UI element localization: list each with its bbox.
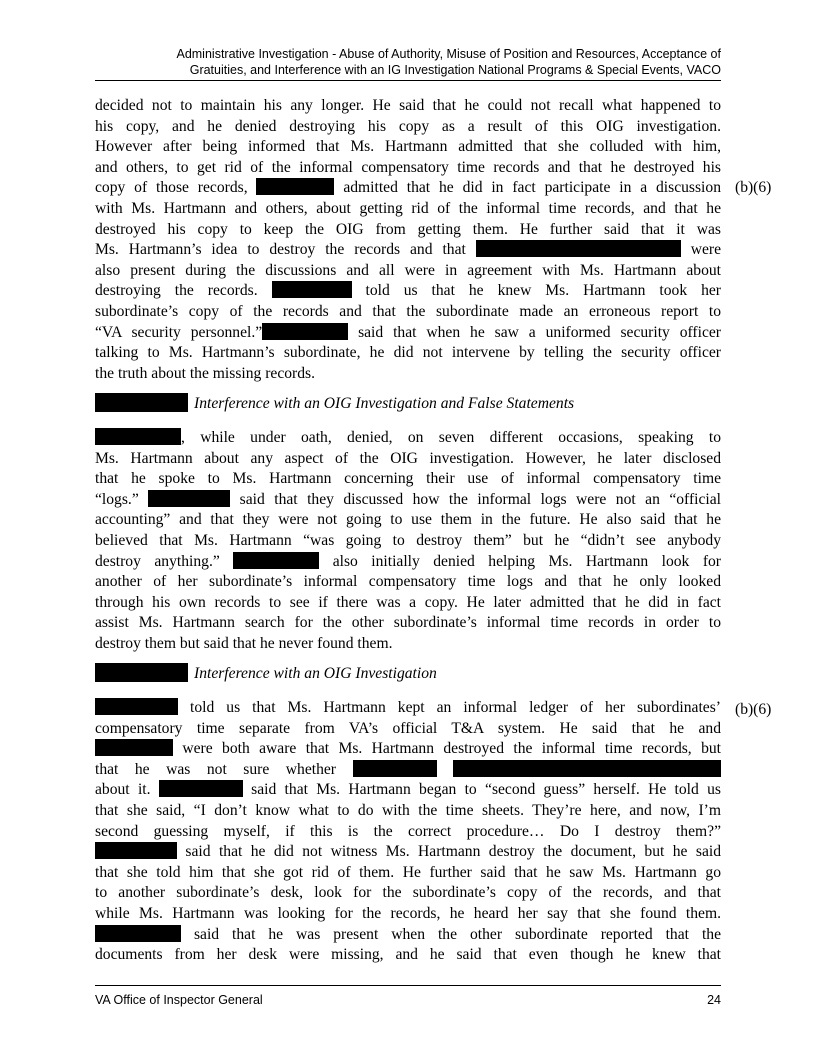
redaction-box <box>95 393 188 412</box>
footer-rule <box>95 985 721 986</box>
redaction-box <box>95 842 177 859</box>
footer-organization: VA Office of Inspector General <box>95 993 263 1007</box>
text-line <box>95 739 721 760</box>
text-line <box>95 698 721 719</box>
text-segment: said that he was present when the other subordinate reported that the <box>181 925 721 943</box>
text-segment: said that Ms. Hartmann began to “second guess” herself. He told us <box>242 781 721 799</box>
text-line: through his own records to see if there was a copy. He later admitted that he did in fact <box>95 593 721 611</box>
text-line <box>95 178 721 199</box>
margin-note-exemption-1: (b)(6) <box>735 179 772 196</box>
redaction-box <box>95 925 181 942</box>
page-number: 24 <box>707 993 721 1007</box>
margin-note-exemption-2: (b)(6) <box>735 701 772 718</box>
text-line: destroy them but said that he never found them. <box>95 634 393 652</box>
text-line: subordinate’s copy of the records and that the subordinate made an erroneous report to <box>95 302 721 320</box>
text-line: while Ms. Hartmann was looking for the records, he heard her say that she found them. <box>95 904 721 922</box>
text-segment: copy of those records, <box>95 179 257 197</box>
text-line: decided not to maintain his any longer. He said that he could not recall what happened to <box>95 97 721 114</box>
text-line: compensatory time separate from VA’s official T&A system. He said that he and <box>95 719 721 737</box>
text-segment: were both aware that Ms. Hartmann destroyed the informal time records, but <box>173 740 721 758</box>
redaction-box <box>95 739 173 756</box>
text-segment: that he was not sure whether <box>95 760 353 778</box>
section-heading-1 <box>95 393 721 414</box>
text-line <box>95 780 721 801</box>
text-line: another of her subordinate’s informal compensatory time logs and that he only looked <box>95 573 721 591</box>
redaction-box <box>353 760 437 777</box>
text-line: the truth about the missing records. <box>95 364 316 382</box>
header-rule <box>95 80 721 81</box>
redaction-box <box>159 780 243 797</box>
text-segment: told us that he knew Ms. Hartmann took her <box>351 282 721 300</box>
text-line <box>95 490 721 511</box>
redaction-box <box>272 281 352 298</box>
text-line: that he spoke to Ms. Hartmann concerning their use of informal compensatory time <box>95 470 721 488</box>
text-line: documents from her desk were missing, and he said that even though he knew that <box>95 946 721 964</box>
text-line: second guessing myself, if this is the correct procedure… Do I destroy them?” <box>95 822 721 840</box>
text-line <box>95 281 721 302</box>
text-segment <box>437 761 454 778</box>
text-segment: also initially denied helping Ms. Hartmann look for <box>319 552 722 570</box>
paragraph-1 <box>95 96 721 384</box>
section-heading-2 <box>95 663 721 684</box>
text-line: talking to Ms. Hartmann’s subordinate, he did not intervene by telling the security officer <box>95 344 721 362</box>
text-segment: Ms. Hartmann’s idea to destroy the records and that <box>95 241 476 259</box>
text-line: that she told him that she got rid of them. He further said that he saw Ms. Hartmann go <box>95 863 721 881</box>
text-line: to another subordinate’s desk, look for the subordinate’s copy of the records, and that <box>95 884 721 902</box>
text-line <box>95 323 721 344</box>
text-line: Ms. Hartmann about any aspect of the OIG investigation. However, he later disclosed <box>95 449 721 467</box>
redaction-box <box>476 240 681 257</box>
section-heading-1-text: Interference with an OIG Investigation and False Statements <box>194 395 575 412</box>
text-segment: destroying the records. <box>95 282 272 300</box>
text-segment: told us that Ms. Hartmann kept an informal ledger of her subordinates’ <box>178 699 721 716</box>
text-line <box>95 925 721 946</box>
text-line: assist Ms. Hartmann search for the other subordinate’s informal time records in order to <box>95 614 721 632</box>
redaction-box <box>262 323 348 340</box>
text-segment: were <box>680 241 721 259</box>
running-header-line-1: Administrative Investigation - Abuse of Authority, Misuse of Position and Resources, Acceptance of <box>176 47 721 61</box>
text-line: and others, to get rid of the informal compensatory time records and that he destroyed his <box>95 158 721 176</box>
text-line: also present during the discussions and all were in agreement with Ms. Hartmann about <box>95 261 721 279</box>
paragraph-3 <box>95 698 721 966</box>
text-line <box>95 760 721 781</box>
text-segment: admitted that he did in fact participate in a discussion <box>334 179 721 197</box>
text-line <box>95 842 721 863</box>
redaction-box <box>95 663 188 682</box>
redaction-box <box>256 178 334 195</box>
text-line <box>95 552 721 573</box>
text-line <box>95 240 721 261</box>
text-segment: about it. <box>95 781 159 799</box>
text-line: with Ms. Hartmann and others, about getting rid of the informal time records, and that he <box>95 199 721 217</box>
text-segment: “logs.” <box>95 490 149 508</box>
redaction-box <box>233 552 319 569</box>
text-segment: “VA security personnel.” <box>95 323 263 341</box>
text-line: accounting” and that they were not going to use them in the future. He also said that he <box>95 511 721 529</box>
text-line: his copy, and he denied destroying his copy as a result of this OIG investigation. <box>95 117 721 135</box>
paragraph-2 <box>95 428 721 655</box>
text-line: believed that Ms. Hartmann “was going to destroy them” but he “didn’t see anybody <box>95 531 721 549</box>
section-heading-2-text: Interference with an OIG Investigation <box>194 665 437 682</box>
redaction-box <box>148 490 230 507</box>
text-line: However after being informed that Ms. Hartmann admitted that she colluded with him, <box>95 138 721 156</box>
text-line <box>95 428 721 449</box>
text-segment: said that they discussed how the informal logs were not an “official <box>230 490 721 508</box>
text-line: that she said, “I don’t know what to do with the time sheets. They’re here, and now, I’m <box>95 801 721 819</box>
running-header-line-2: Gratuities, and Interference with an IG Investigation National Programs & Special Events, VACO <box>189 63 721 77</box>
text-segment: said that he did not witness Ms. Hartmann destroy the document, but he said <box>177 843 721 861</box>
text-segment: destroy anything.” <box>95 552 234 570</box>
running-header <box>95 46 721 78</box>
redaction-box <box>95 428 181 445</box>
text-line: destroyed his copy to keep the OIG from getting them. He further said that it was <box>95 220 721 238</box>
text-segment: said that when he saw a uniformed security officer <box>348 323 721 341</box>
redaction-box <box>453 760 721 777</box>
text-segment: , while under oath, denied, on seven different occasions, speaking to <box>181 429 721 446</box>
redaction-box <box>95 698 178 715</box>
